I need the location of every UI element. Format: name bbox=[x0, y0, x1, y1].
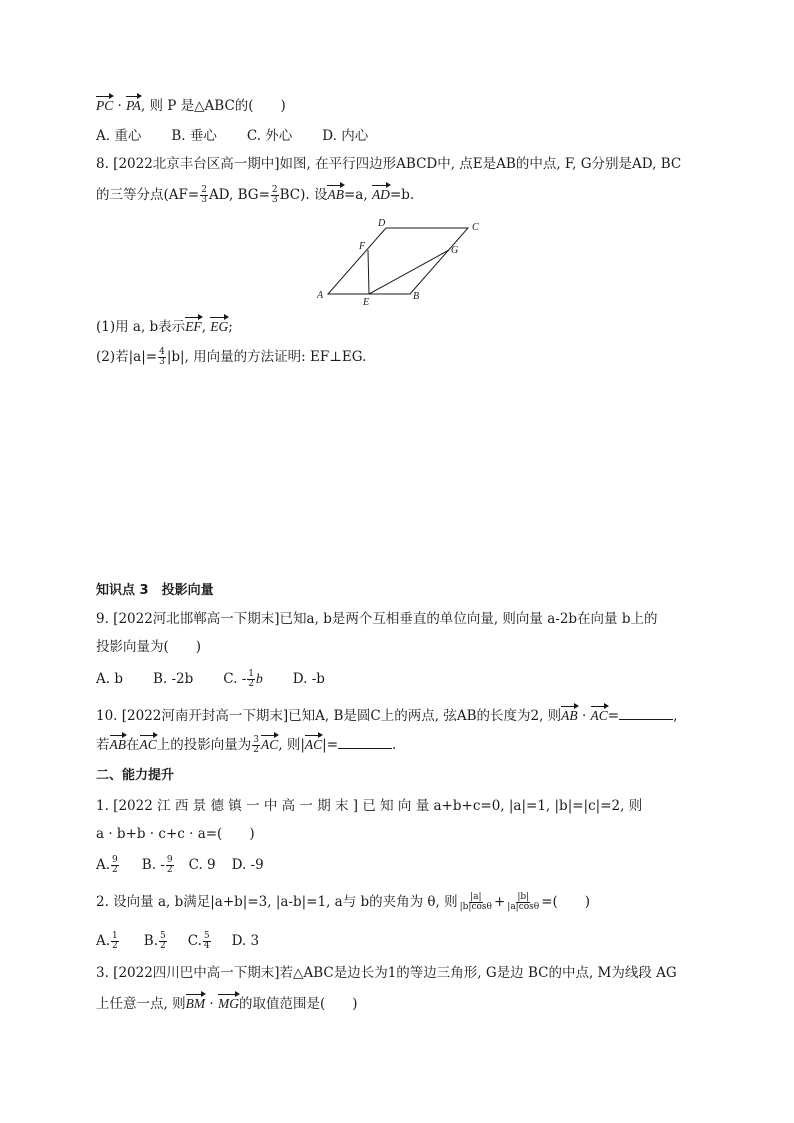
q7-option-d: D. 内心 bbox=[322, 128, 369, 144]
a3-line2-post: 的取值范围是( ) bbox=[238, 996, 358, 1012]
q10-line2-mid2: 上的投影向量为 bbox=[156, 737, 252, 753]
q7-options bbox=[96, 127, 398, 145]
section-3-title: 知识点 3 投影向量 bbox=[96, 583, 214, 598]
fraction-den: 2 bbox=[248, 679, 255, 689]
a2-line1-pre: 2. 设向量 a, b满足|a+b|=3, |a-b|=1, a与 b的夹角为 θ, 则 bbox=[96, 894, 458, 910]
fraction-den: |b|cosθ bbox=[459, 902, 492, 912]
q10-line2-mid: 在 bbox=[126, 737, 140, 753]
fraction-den: 4 bbox=[203, 941, 210, 951]
q7-tail-line bbox=[96, 95, 286, 115]
label-f: F bbox=[359, 241, 366, 252]
fraction-num: 4 bbox=[159, 347, 165, 357]
q10-line1-end: , bbox=[673, 708, 678, 724]
q10-line2-pre: 若 bbox=[96, 737, 110, 753]
fraction bbox=[111, 932, 119, 951]
label-c: C bbox=[472, 222, 479, 233]
fraction-num: 2 bbox=[201, 185, 207, 195]
fraction-num: |b| bbox=[517, 892, 530, 902]
q10-line2 bbox=[96, 734, 396, 755]
q8-line2-post: BC). 设 bbox=[279, 187, 328, 203]
answer-blank[interactable] bbox=[619, 706, 673, 720]
vector-ac: AC bbox=[261, 734, 278, 754]
parallelogram-abcd bbox=[328, 228, 468, 294]
fraction bbox=[158, 348, 166, 367]
q8-part2-post: |b|, 用向量的方法证明: EF⊥EG. bbox=[166, 349, 367, 365]
fraction-num: 9 bbox=[166, 855, 173, 865]
vector-pc: PC bbox=[96, 95, 113, 115]
dot-operator: · bbox=[205, 996, 218, 1012]
vector-ab: AB bbox=[561, 705, 578, 725]
q8-line2 bbox=[96, 184, 414, 205]
q7-option-b: B. 垂心 bbox=[171, 128, 217, 144]
q10-line1 bbox=[96, 705, 677, 725]
fraction bbox=[200, 186, 208, 205]
q9-option-d: D. -b bbox=[292, 671, 325, 687]
q9-options bbox=[96, 670, 325, 689]
vector-ab: AB bbox=[327, 184, 344, 204]
a3-line2-pre: 上任意一点, 则 bbox=[96, 996, 186, 1012]
a2-line1-post: =( ) bbox=[541, 894, 591, 910]
a1-option-b-label: B. - bbox=[141, 857, 165, 873]
vector-mg: MG bbox=[218, 993, 239, 1013]
fraction-den: 2 bbox=[112, 865, 118, 875]
q8-line2-pre: 的三等分点(AF= bbox=[96, 187, 200, 203]
fraction bbox=[506, 893, 540, 912]
fraction-num: 5 bbox=[160, 931, 166, 941]
fraction bbox=[247, 670, 255, 689]
q10-line2-post2: |= bbox=[322, 737, 339, 753]
fraction-den: 3 bbox=[201, 195, 207, 205]
q8-line1: 8. [2022北京丰台区高一期中]如图, 在平行四边形ABCD中, 点E是AB的中点, F, G分别是AD, BC bbox=[96, 156, 682, 172]
dot-operator: · bbox=[113, 98, 127, 114]
fraction-den: 2 bbox=[160, 941, 166, 951]
fraction-den: 2 bbox=[112, 941, 118, 951]
fraction bbox=[166, 856, 174, 875]
a1-option-a-label: A. bbox=[96, 857, 111, 873]
a1-option-d: D. -9 bbox=[231, 857, 264, 873]
fraction bbox=[203, 932, 211, 951]
vector-ac: AC bbox=[140, 734, 157, 754]
fraction-den: 2 bbox=[253, 745, 259, 755]
fraction-num: 1 bbox=[248, 669, 255, 679]
label-d: D bbox=[378, 218, 386, 229]
a2-option-a-label: A. bbox=[96, 933, 111, 949]
answer-blank[interactable] bbox=[338, 735, 392, 749]
vector-bm: BM bbox=[186, 993, 206, 1013]
section-ability-title: 二、能力提升 bbox=[96, 768, 175, 783]
fraction-num: 5 bbox=[203, 931, 210, 941]
q8-part1-text: (1)用 a, b表示 bbox=[96, 319, 186, 335]
vector-pa: PA bbox=[126, 95, 141, 115]
q9-option-c-tail: b bbox=[256, 671, 263, 686]
a1-line2: a · b+b · c+c · a=( ) bbox=[96, 826, 255, 842]
q9-line2: 投影向量为( ) bbox=[96, 639, 202, 655]
label-a: A bbox=[317, 290, 324, 301]
fraction-num: 3 bbox=[253, 735, 259, 745]
dot-operator: · bbox=[577, 708, 591, 724]
q8-part1: (1)用 a, b表示EF, EG; bbox=[96, 316, 233, 336]
a1-option-c: C. 9 bbox=[188, 857, 216, 873]
label-e: E bbox=[363, 297, 370, 307]
fraction-den: 2 bbox=[166, 865, 173, 875]
q7-tail-text: , 则 P 是△ABC的( ) bbox=[140, 98, 286, 114]
vector-ef: EF bbox=[185, 316, 202, 336]
label-b: B bbox=[413, 291, 420, 302]
a3-line1: 3. [2022四川巴中高一下期末]若△ABC是边长为1的等边三角形, G是边 BC的中点, M为线段 AG bbox=[96, 965, 677, 981]
q8-line2-mid: AD, BG= bbox=[208, 187, 270, 203]
a2-option-d: D. 3 bbox=[231, 933, 260, 949]
label-g: G bbox=[451, 245, 459, 256]
fraction-den: |a|cosθ bbox=[507, 902, 540, 912]
q8-part2 bbox=[96, 348, 366, 367]
vector-eg: EG bbox=[210, 316, 228, 336]
q10-line2-end: . bbox=[392, 737, 397, 753]
plus-operator: + bbox=[493, 894, 506, 910]
vector-ac: AC bbox=[305, 734, 322, 754]
fraction-num: 1 bbox=[112, 931, 118, 941]
q9-option-c: C. - bbox=[223, 671, 247, 687]
q8-def-b: =b. bbox=[389, 187, 415, 203]
a1-line1: 1. [2022 江 西 景 德 镇 一 中 高 一 期 末 ] 已 知 向 量 a+b+c=0, |a|=1, |b|=|c|=2, 则 bbox=[96, 798, 643, 814]
fraction bbox=[271, 186, 279, 205]
a1-options bbox=[96, 856, 264, 875]
q8-def-a: =a, bbox=[343, 187, 368, 203]
q9-option-a: A. b bbox=[96, 671, 123, 687]
a2-options bbox=[96, 932, 259, 951]
segment-ef bbox=[368, 250, 369, 294]
fraction-den: 3 bbox=[271, 195, 278, 205]
fraction bbox=[252, 736, 260, 755]
a2-line1 bbox=[96, 893, 590, 912]
fraction bbox=[459, 893, 493, 912]
q9-option-b: B. -2b bbox=[152, 671, 194, 687]
q10-eq: = bbox=[607, 708, 620, 724]
a2-option-b-label: B. bbox=[143, 933, 158, 949]
q7-option-c: C. 外心 bbox=[246, 128, 293, 144]
fraction-num: 9 bbox=[112, 855, 118, 865]
fraction-num: |a| bbox=[470, 892, 482, 902]
q7-option-a: A. 重心 bbox=[96, 128, 142, 144]
q10-line2-post: , 则| bbox=[278, 737, 305, 753]
fraction-num: 2 bbox=[271, 185, 278, 195]
vector-ac: AC bbox=[591, 705, 608, 725]
vector-ad: AD bbox=[372, 184, 390, 204]
parallelogram-figure bbox=[310, 215, 490, 307]
q8-part1-end: ; bbox=[228, 319, 233, 335]
a2-option-c-label: C. bbox=[187, 933, 202, 949]
q9-line1: 9. [2022河北邯郸高一下期末]已知a, b是两个互相垂直的单位向量, 则向量 a-2b在向量 b上的 bbox=[96, 611, 658, 627]
vector-ab: AB bbox=[110, 734, 127, 754]
q10-line1-pre: 10. [2022河南开封高一下期末]已知A, B是圆C上的两点, 弦AB的长度为2, 则 bbox=[96, 708, 562, 724]
fraction bbox=[159, 932, 167, 951]
a3-line2 bbox=[96, 993, 358, 1013]
fraction-den: 3 bbox=[159, 357, 165, 367]
q8-part2-pre: (2)若|a|= bbox=[96, 349, 158, 365]
fraction bbox=[111, 856, 119, 875]
segment-eg bbox=[369, 250, 449, 294]
